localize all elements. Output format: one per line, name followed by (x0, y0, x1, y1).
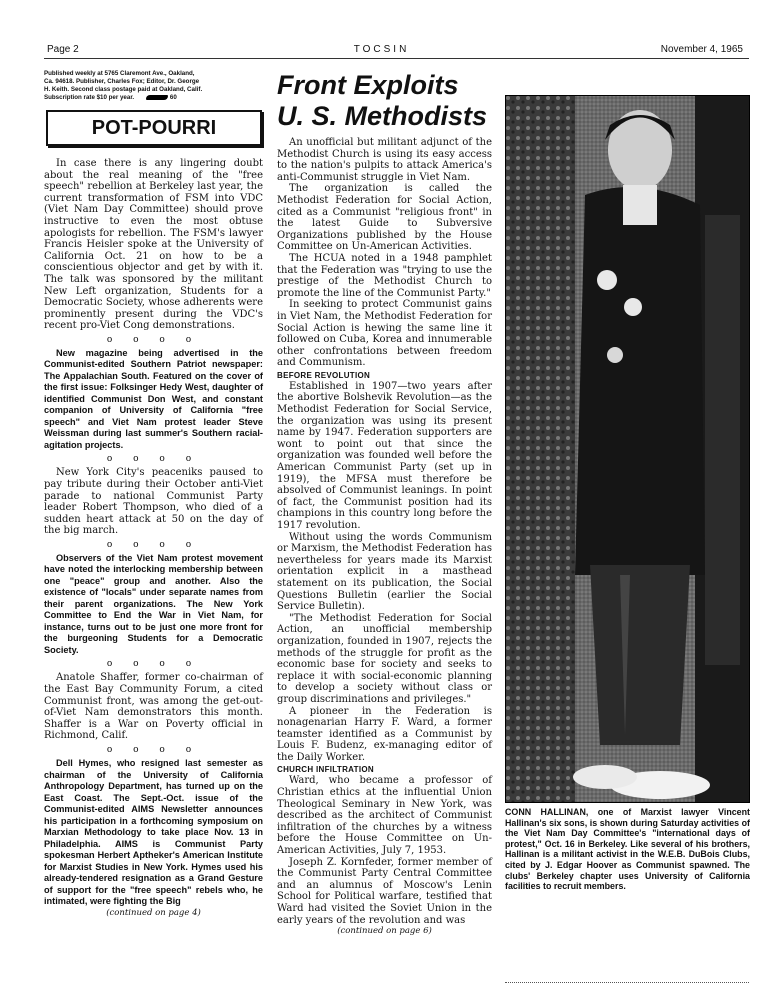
article-subheading: BEFORE REVOLUTION (277, 370, 371, 380)
potpourri-column (44, 70, 263, 919)
masthead-line: Ca. 94618. Publisher, Charles Fox; Editor, Dr. George (44, 78, 200, 85)
protester-photo (505, 95, 750, 803)
issue-date: November 4, 1965 (660, 44, 743, 55)
masthead-line (44, 94, 263, 102)
article-paragraph: A pioneer in the Federation is nonagenarian Harry F. Ward, a former teamster identified as a Communist by Louis F. Budenz, ex-managing editor of the Daily Worker. (277, 705, 492, 763)
item-divider: o o o o (106, 334, 201, 345)
photo-caption: CONN HALLINAN, one of Marxist lawyer Vincent Hallinan's six sons, is shown during Saturday activities of the Viet Nam Day Committee's "international days of protest," Oct. 16 in Berkeley. Like several of his brothers, Hallinan is a militant activist in the W.E.B. DuBois Clubs, cited by J. Edgar Hoover as Communist spawned. The clubs' Berkeley chapter uses University of California facilities to recruit members. (505, 807, 750, 892)
potpourri-items (44, 158, 263, 919)
potpourri-item: New York City's peaceniks paused to pay tribute during their October anti-Viet parade to national Communist Party leader Robert Thompson, who died of a sudden heart attack at 50 on the day of the big march. (44, 467, 263, 537)
article-paragraph: "The Methodist Federation for Social Action, an unofficial membership organization, founded in 1907, rejects the methods of the struggle for profit as the economic base for society and seeks to replace it with social-economic planning to develop a society without class or group discriminations and privileges." (277, 612, 492, 705)
article-column (277, 70, 492, 937)
potpourri-item: Dell Hymes, who resigned last semester as chairman of the University of California Anthropology Department, has turned up on the East Coast. The Sept.-Oct. issue of the Communist-edited AIMS Newsletter announces his participation in a forthcoming symposium on Marxian Methodology to take place Nov. 13 in Philadelphia. AIMS is Communist Party spokesman Herbert Aptheker's American Institute for Marxist Studies in New York. Hymes used his already-tendered resignation as a Grand Gesture of support for the "free speech" rebels who, he intimated, were fighting the Big (44, 758, 263, 907)
potpourri-item: In case there is any lingering doubt about the real meaning of the "free speech" rebellion at Berkeley last year, the current transformation of FSM into VDC (Viet Nam Day Committee) should prove instructive to even the most obtuse apologists for rebellion. The FSM's lawyer Francis Heisler spoke at the University of California Oct. 21 on how to be a conscientious objector and get by with it. The talk was sponsored by the militant New Left organization, Students for a Democratic Society, whose adherents were prominently present during the VDC's recent pro-Viet Cong demonstrations. (44, 158, 263, 332)
masthead-line: H. Keith. Second class postage paid at Oakland, Calif. (44, 86, 203, 93)
article-paragraph: The HCUA noted in a 1948 pamphlet that the Federation was "trying to use the prestige of the Methodist Church to promote the line of the Communist Party." (277, 252, 492, 299)
union-bug-number: 60 (169, 94, 177, 101)
potpourri-title: POT-POURRI (46, 110, 262, 146)
newspaper-name: TOCSIN (353, 44, 410, 55)
header-rule (44, 58, 749, 59)
continued-note: (continued on page 4) (106, 907, 201, 918)
article-paragraph: The organization is called the Methodist Federation for Social Action, cited as a Communist "religious front" in the latest Guide to Subversive Organizations published by the House Committee on Un-American Activities. (277, 183, 492, 253)
article-paragraph: Established in 1907—two years after the abortive Bolshevik Revolution—as the Methodist Federation for Social Service, the organization was using its present name by 1947. Federation supporters are wont to point out that since the organization was founded well before the American Communist Party (set up in 1919), the MFSA must therefore be absolved of Communist leanings. In point of fact, the Communist position had its champions in this country long before the 1917 revolution. (277, 380, 492, 531)
item-divider: o o o o (106, 745, 201, 756)
masthead-notice (44, 70, 263, 102)
potpourri-item: Anatole Shaffer, former co-chairman of the East Bay Community Forum, a cited Communist front, was among the get-out-of-Viet Nam demonstrators this month. Shaffer is a War on Poverty official in Richmond, Calif. (44, 672, 263, 742)
article-subheading: CHURCH INFILTRATION (277, 765, 374, 775)
headline-line: Front Exploits (277, 70, 459, 100)
potpourri-item: Observers of the Viet Nam protest movement have noted the interlocking membership between one "peace" group and another. Also the existence of "locals" under separate names from their parent organizations. The New York Committee to End the War in Viet Nam, for instance, turns out to be just one more front for the burgeoning Students for a Democratic Society. (44, 552, 263, 655)
article-paragraph: Ward, who became a professor of Christian ethics at the influential Union Theological Seminary in New York, was described as the architect of Communist infiltration of the churches by a witness before the House Committee on Un-American Activities, July 7, 1953. (277, 775, 492, 857)
headline-line: U. S. Methodists (277, 101, 488, 131)
union-bug-icon (146, 95, 168, 100)
article-paragraph: Without using the words Communism or Marxism, the Methodist Federation has nevertheless for years made its Marxist orientation explicit in a masthead statement on its publication, the Social Questions Bulletin (earlier the Social Service Bulletin). (277, 531, 492, 613)
bottom-rule (505, 982, 749, 983)
photo-image (505, 95, 750, 803)
photo-column (505, 95, 750, 892)
article-headline (277, 70, 492, 132)
item-divider: o o o o (106, 454, 201, 465)
article-paragraph: Joseph Z. Kornfeder, former member of the Communist Party Central Committee and an alumnus of Moscow's Lenin School for Political warfare, testified that Ward had visited the Soviet Union in the early years of the revolution and was (277, 856, 492, 926)
potpourri-item: New magazine being advertised in the Communist-edited Southern Patriot newspaper: The Appalachian South. Featured on the cover of the first issue: Folksinger Hedy West, daughter of identified Communist Don West, and constant companion of University of California "free speech" and Viet Nam protest leader Steve Weissman during last summer's Southern racial-agitation projects. (44, 347, 263, 450)
masthead-line: Published weekly at 5765 Claremont Ave., Oakland, (44, 70, 195, 77)
article-paragraph: In seeking to protect Communist gains in Viet Nam, the Methodist Federation for Social Action is hewing the same line it followed on Cuba, Korea and innumerable other confrontations between freedom and Communism. (277, 299, 492, 369)
subscription-rate: Subscription rate $10 per year. (44, 94, 135, 101)
item-divider: o o o o (106, 539, 201, 550)
page-number: Page 2 (47, 44, 79, 55)
continued-note: (continued on page 6) (337, 926, 432, 937)
article-paragraph: An unofficial but militant adjunct of the Methodist Church is using its easy access to the nation's pulpits to attack America's anti-Communist struggle in Viet Nam. (277, 137, 492, 183)
item-divider: o o o o (106, 659, 201, 670)
